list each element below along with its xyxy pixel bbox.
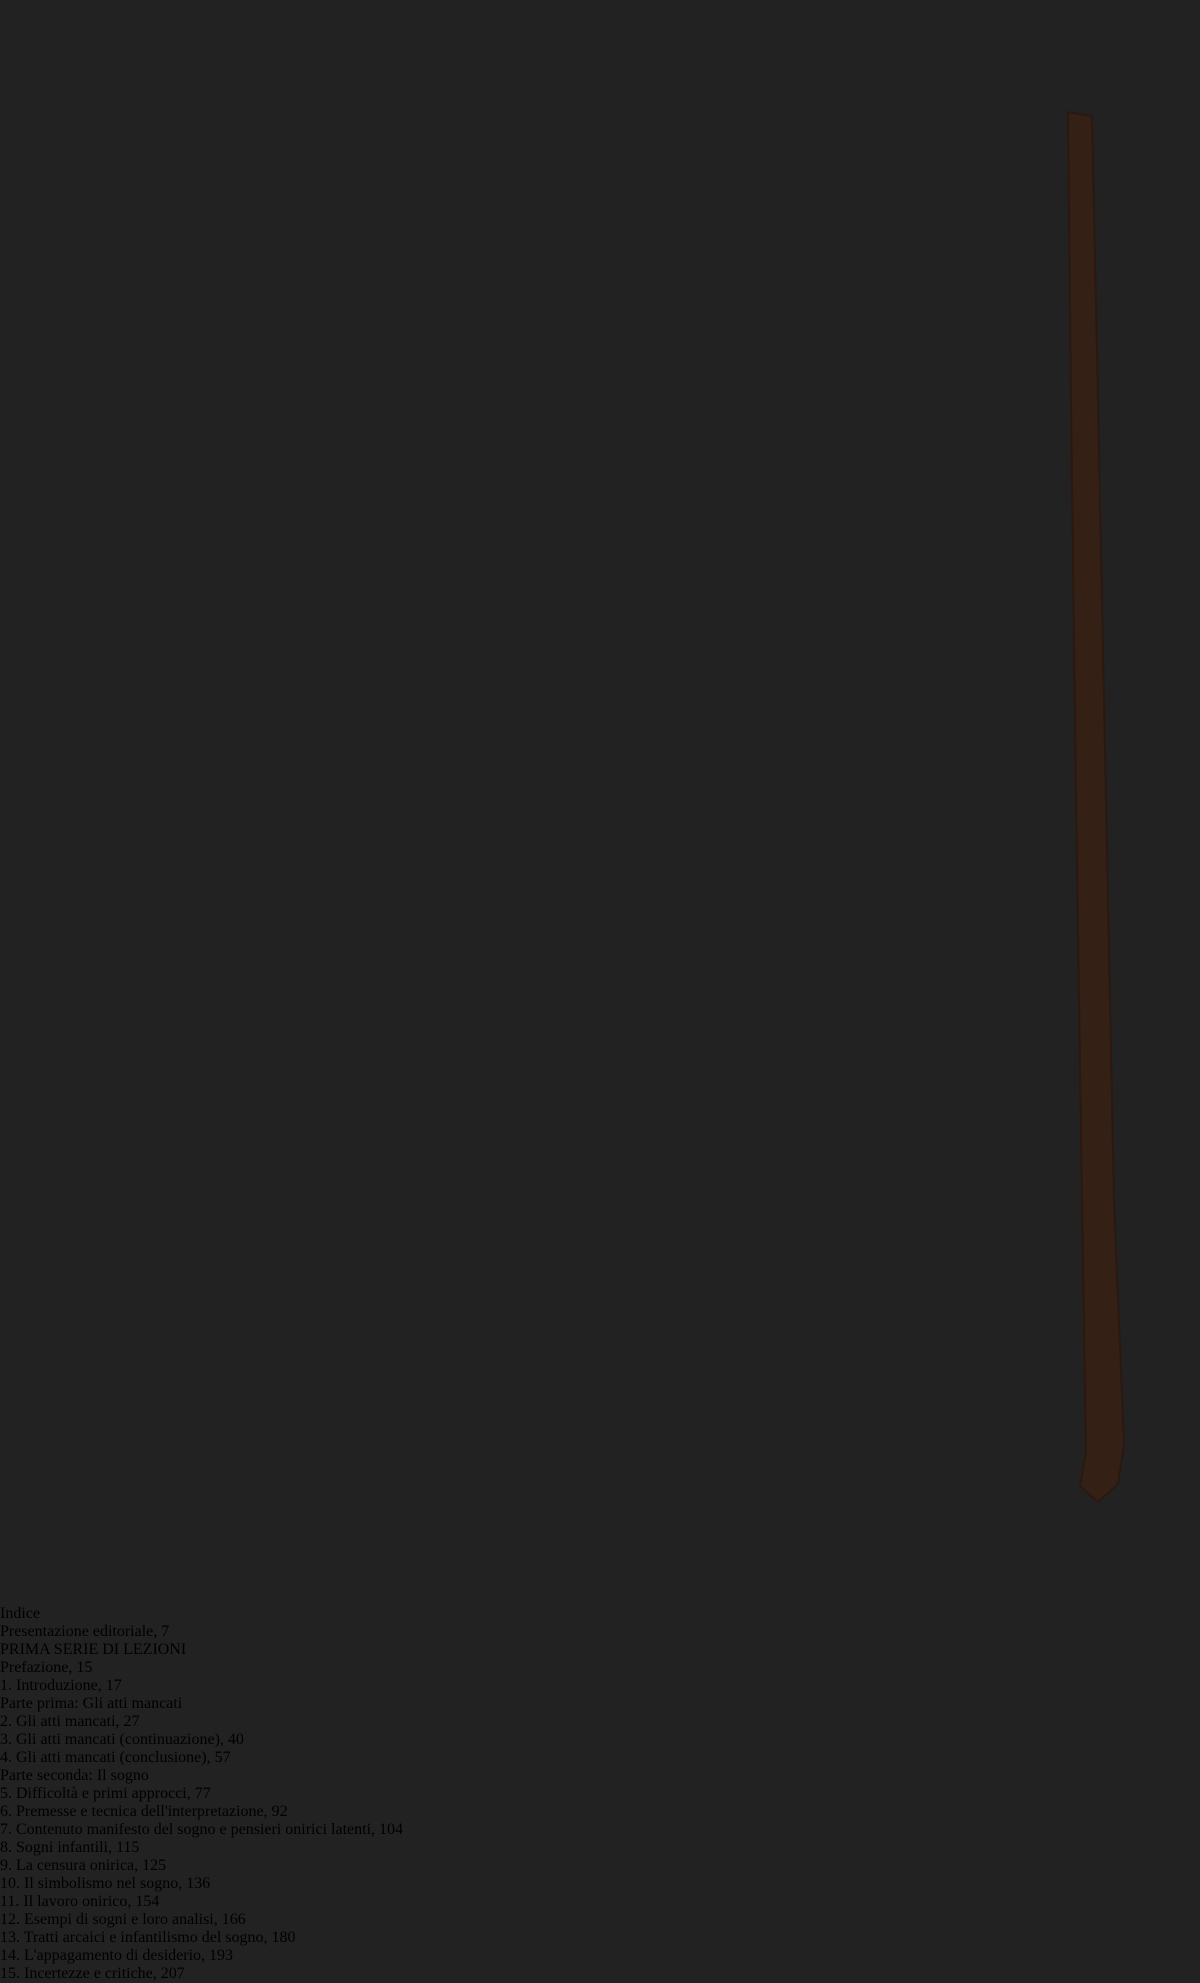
entry-number: 4.: [0, 1749, 12, 1766]
toc-entry: [0, 1749, 1200, 1767]
entry-label: Gli atti mancati (continuazione),: [16, 1731, 224, 1748]
part-heading: Parte prima: Gli atti mancati: [0, 1695, 183, 1712]
entry-page: 125: [142, 1857, 167, 1874]
entry-page: 166: [221, 1911, 246, 1928]
entry-label: Il simbolismo nel sogno,: [24, 1875, 183, 1892]
entry-label: Premesse e tecnica dell'interpretazione,: [16, 1803, 268, 1820]
entry-number: 10.: [0, 1875, 20, 1892]
entry-label: Esempi di sogni e loro analisi,: [24, 1911, 218, 1928]
entry-page: 115: [116, 1839, 140, 1856]
entry-number: 1.: [0, 1677, 12, 1694]
entry-number: 14.: [0, 1947, 20, 1964]
entry-page: 180: [271, 1929, 296, 1946]
toc-entry-prefazione: [0, 1659, 1200, 1677]
entry-page: 40: [227, 1731, 244, 1748]
entry-page: 77: [194, 1785, 211, 1802]
toc-entry: [0, 1785, 1200, 1803]
entry-number: 12.: [0, 1911, 20, 1928]
entry-label: Prefazione,: [0, 1659, 73, 1676]
entry-label: L'appagamento di desiderio,: [24, 1947, 206, 1964]
entry-label: Gli atti mancati (conclusione),: [16, 1749, 211, 1766]
page-title: Indice: [0, 1605, 40, 1622]
toc-entry: [0, 1803, 1200, 1821]
entry-number: 8.: [0, 1839, 12, 1856]
entry-page: 92: [271, 1803, 288, 1820]
entry-page: 15: [76, 1659, 93, 1676]
toc-entry: [0, 1875, 1200, 1893]
entry-page: 193: [209, 1947, 234, 1964]
entry-page: 136: [186, 1875, 211, 1892]
entry-label: La censura onirica,: [16, 1857, 139, 1874]
part-heading: Parte seconda: Il sogno: [0, 1767, 149, 1784]
entry-label: Difficoltà e primi approcci,: [16, 1785, 191, 1802]
toc-entry: [0, 1677, 1200, 1695]
entry-page: 7: [161, 1623, 170, 1640]
entry-number: 13.: [0, 1929, 20, 1946]
toc-entry: [0, 1731, 1200, 1749]
toc-entry-presentazione: [0, 1623, 1200, 1641]
toc-entry: [0, 1713, 1200, 1731]
entry-label: Tratti arcaici e infantilismo del sogno,: [23, 1929, 268, 1946]
entry-page: 57: [214, 1749, 231, 1766]
toc-entry: [0, 1821, 1200, 1839]
entry-label: Presentazione editoriale,: [0, 1623, 158, 1640]
entry-page: 154: [135, 1893, 160, 1910]
toc-entry: [0, 1929, 1200, 1947]
entry-label: Contenuto manifesto del sogno e pensieri onirici latenti,: [16, 1821, 376, 1838]
entry-page: 104: [379, 1821, 404, 1838]
entry-number: 7.: [0, 1821, 12, 1838]
entry-page: 17: [105, 1677, 122, 1694]
entry-number: 2.: [0, 1713, 12, 1730]
entry-label: Sogni infantili,: [16, 1839, 112, 1856]
entry-label: Il lavoro onirico,: [23, 1893, 132, 1910]
entry-page: 207: [160, 1965, 185, 1982]
entry-label: Gli atti mancati,: [16, 1713, 120, 1730]
entry-number: 6.: [0, 1803, 12, 1820]
toc-entry: [0, 1839, 1200, 1857]
toc-entry: [0, 1893, 1200, 1911]
entry-number: 15.: [0, 1965, 20, 1982]
printed-text-layer: [0, 1605, 1200, 1983]
entry-number: 5.: [0, 1785, 12, 1802]
entry-number: 3.: [0, 1731, 12, 1748]
toc-entry: [0, 1965, 1200, 1983]
toc-entry: [0, 1857, 1200, 1875]
entry-label: Introduzione,: [16, 1677, 102, 1694]
entry-label: Incertezze e critiche,: [24, 1965, 157, 1982]
toc-entry: [0, 1911, 1200, 1929]
entry-number: 11.: [0, 1893, 20, 1910]
section-heading: PRIMA SERIE DI LEZIONI: [0, 1641, 187, 1658]
entry-page: 27: [123, 1713, 140, 1730]
toc-entry: [0, 1947, 1200, 1965]
entry-number: 9.: [0, 1857, 12, 1874]
